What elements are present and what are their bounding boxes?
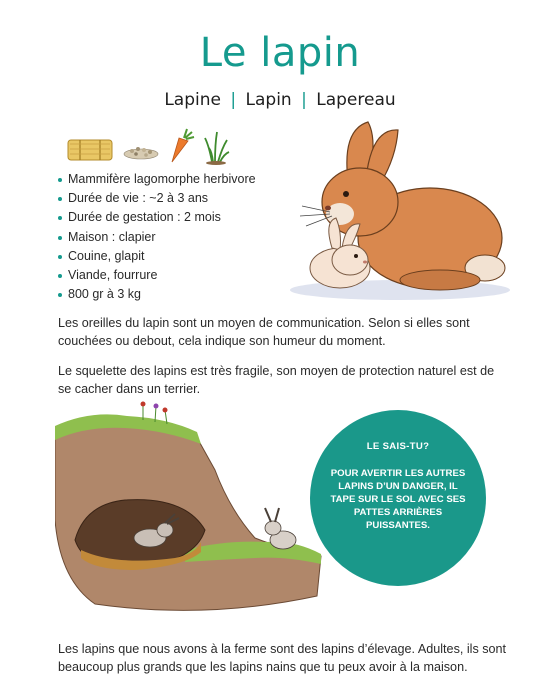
fact-item: 800 gr à 3 kg (58, 285, 256, 304)
subtitle-separator: | (230, 90, 237, 110)
paragraph-ears: Les oreilles du lapin sont un moyen de communication. Selon si elles sont couchées ou debout, cela indique son humeur du moment. (58, 316, 470, 348)
fact-item: Maison : clapier (58, 228, 256, 247)
fact-item: Durée de gestation : 2 mois (58, 208, 256, 227)
subtitle-separator: | (301, 90, 307, 110)
paragraph-skeleton: Le squelette des lapins est très fragile, son moyen de protection naturel est de se cacher dans un terrier. (58, 364, 495, 396)
facts-list (58, 170, 256, 304)
page-title: Le lapin (199, 30, 361, 76)
grain-icon (124, 147, 158, 159)
page-subtitle (0, 90, 560, 110)
callout-heading: LE SAIS-TU? (366, 441, 430, 452)
burrow-illustration (55, 400, 325, 630)
subtitle-young: Lapereau (316, 90, 396, 110)
rabbits-illustration (280, 110, 520, 310)
fact-item: Viande, fourrure (58, 266, 256, 285)
hay-bale-icon (68, 140, 112, 160)
paragraph-farm: Les lapins que nous avons à la ferme sont des lapins d’élevage. Adultes, ils sont beaucoup plus grands que les lapins nains que tu peux avoir à la maison. (58, 642, 507, 674)
fact-item: Couine, glapit (58, 247, 256, 266)
fact-item: Durée de vie : ~2 à 3 ans (58, 189, 256, 208)
subtitle-female: Lapine (164, 90, 221, 110)
diet-icons (66, 126, 236, 166)
grass-icon (205, 132, 229, 165)
carrot-icon (172, 129, 194, 162)
subtitle-male: Lapin (245, 90, 292, 110)
fact-item: Mammifère lagomorphe herbivore (58, 170, 256, 189)
did-you-know-callout (310, 410, 486, 586)
callout-body: POUR AVERTIR LES AUTRES LAPINS D’UN DANGER, IL TAPE SUR LE SOL AVEC SES PATTES ARRIÈRES PUISSANTES. (330, 468, 466, 531)
